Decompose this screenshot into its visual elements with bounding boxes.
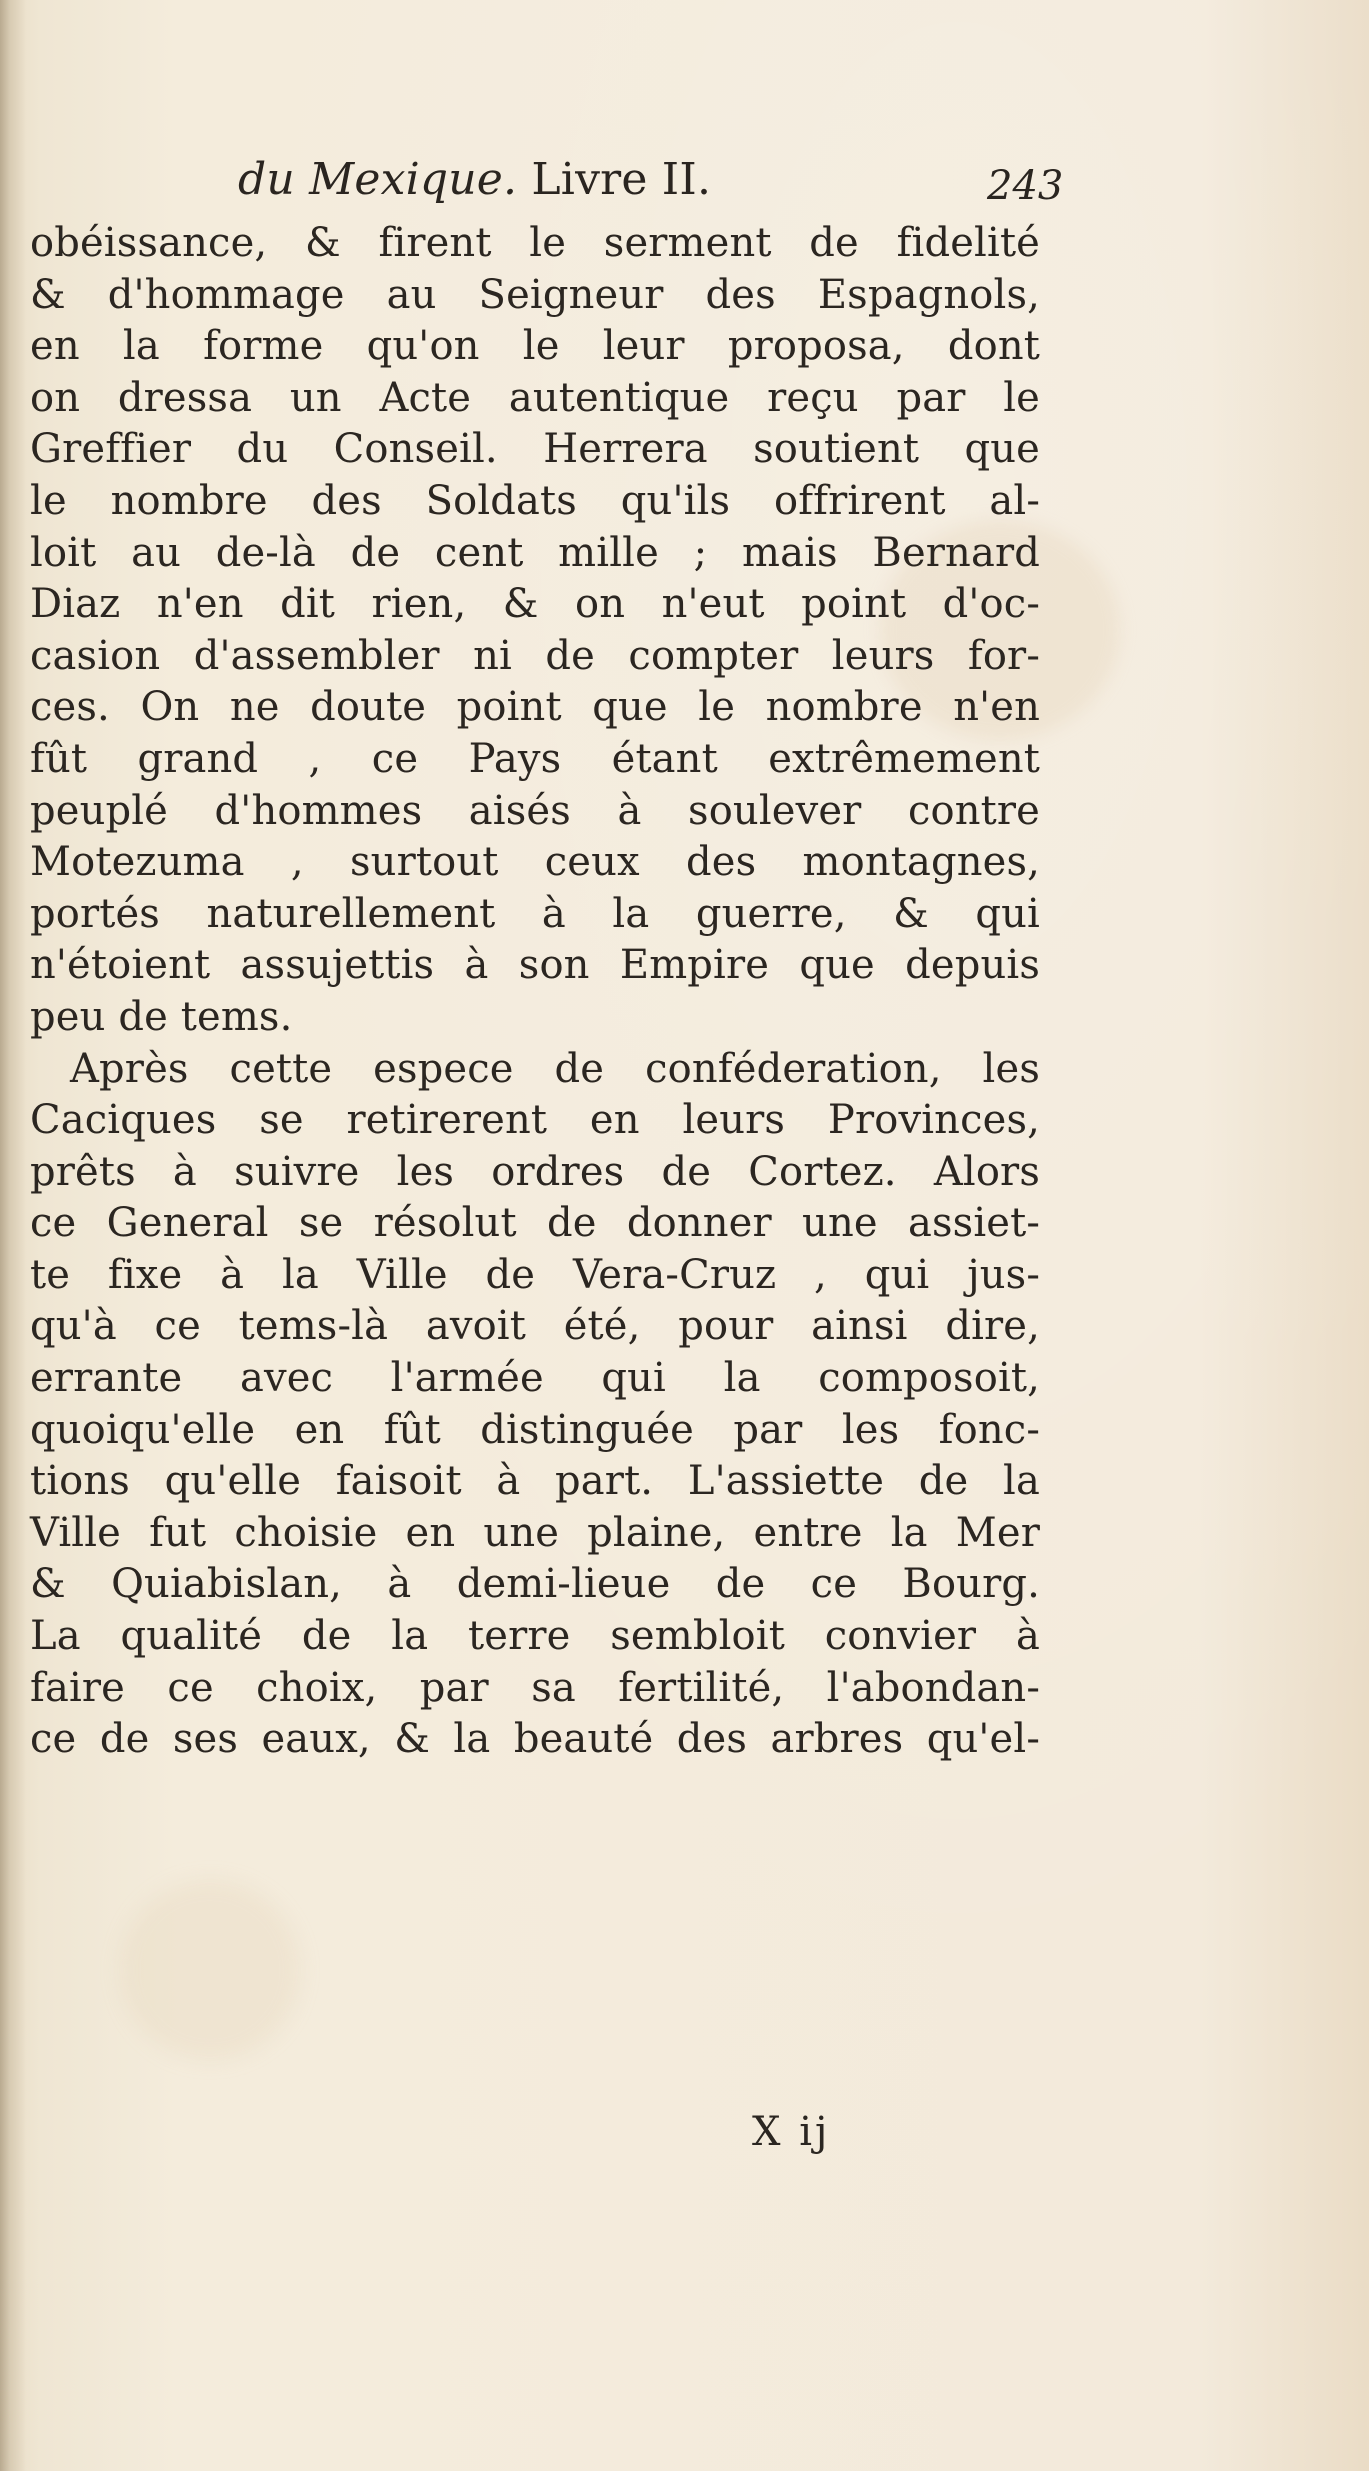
text-line: errante avec l'armée qui la composoit, <box>30 1355 1040 1402</box>
text-line: en la forme qu'on le leur proposa, dont <box>30 323 1040 370</box>
text-line: n'étoient assujettis à son Empire que depuis <box>30 942 1040 989</box>
text-line: ce de ses eaux, & la beauté des arbres qu'el- <box>30 1716 1040 1763</box>
text-line: Greffier du Conseil. Herrera soutient que <box>30 426 1040 473</box>
text-line: La qualité de la terre sembloit convier à <box>30 1613 1040 1660</box>
text-line: fût grand , ce Pays étant extrêmement <box>30 735 1040 782</box>
text-line: loit au de-là de cent mille ; mais Bernard <box>30 529 1040 576</box>
page-header <box>0 150 1369 210</box>
text-line: & d'hommage au Seigneur des Espagnols, <box>30 271 1040 318</box>
text-line: portés naturellement à la guerre, & qui <box>30 890 1040 937</box>
running-head <box>238 150 711 210</box>
text-line: ces. On ne doute point que le nombre n'en <box>30 684 1040 731</box>
text-line: qu'à ce tems-là avoit été, pour ainsi dire, <box>30 1303 1040 1350</box>
text-line: peuplé d'hommes aisés à soulever contre <box>30 787 1040 834</box>
text-line: te fixe à la Ville de Vera-Cruz , qui jus- <box>30 1251 1040 1298</box>
paragraph-start-line: Après cette espece de conféderation, les <box>70 1045 1040 1092</box>
text-line: Caciques se retirerent en leurs Provinces, <box>30 1097 1040 1144</box>
running-head-book: Livre II. <box>531 154 712 205</box>
text-line: quoiqu'elle en fût distinguée par les fonc- <box>30 1406 1040 1453</box>
page-gutter-shadow <box>0 0 26 2471</box>
text-line: obéissance, & firent le serment de fidelité <box>30 220 1040 266</box>
signature-mark: X ij <box>752 2109 831 2155</box>
text-line: ce General se résolut de donner une assiet- <box>30 1200 1040 1247</box>
text-line: tions qu'elle faisoit à part. L'assiette de la <box>30 1458 1040 1505</box>
text-line: Motezuma , surtout ceux des montagnes, <box>30 839 1040 886</box>
text-line: Diaz n'en dit rien, & on n'eut point d'oc- <box>30 581 1040 628</box>
paragraph-end-line: peu de tems. <box>30 993 293 1040</box>
body-text <box>30 218 1040 1766</box>
paper-stain <box>120 1880 300 2060</box>
text-line: & Quiabislan, à demi-lieue de ce Bourg. <box>30 1561 1040 1608</box>
text-line: casion d'assembler ni de compter leurs for- <box>30 632 1040 679</box>
page-number: 243 <box>987 163 1064 209</box>
text-line: on dressa un Acte autentique reçu par le <box>30 374 1040 421</box>
running-head-title: du Mexique. <box>238 154 518 205</box>
text-line: prêts à suivre les ordres de Cortez. Alors <box>30 1148 1040 1195</box>
text-line: faire ce choix, par sa fertilité, l'abondan- <box>30 1664 1040 1711</box>
text-line: Ville fut choisie en une plaine, entre la Mer <box>30 1509 1040 1556</box>
text-line: le nombre des Soldats qu'ils offrirent al- <box>30 477 1040 524</box>
